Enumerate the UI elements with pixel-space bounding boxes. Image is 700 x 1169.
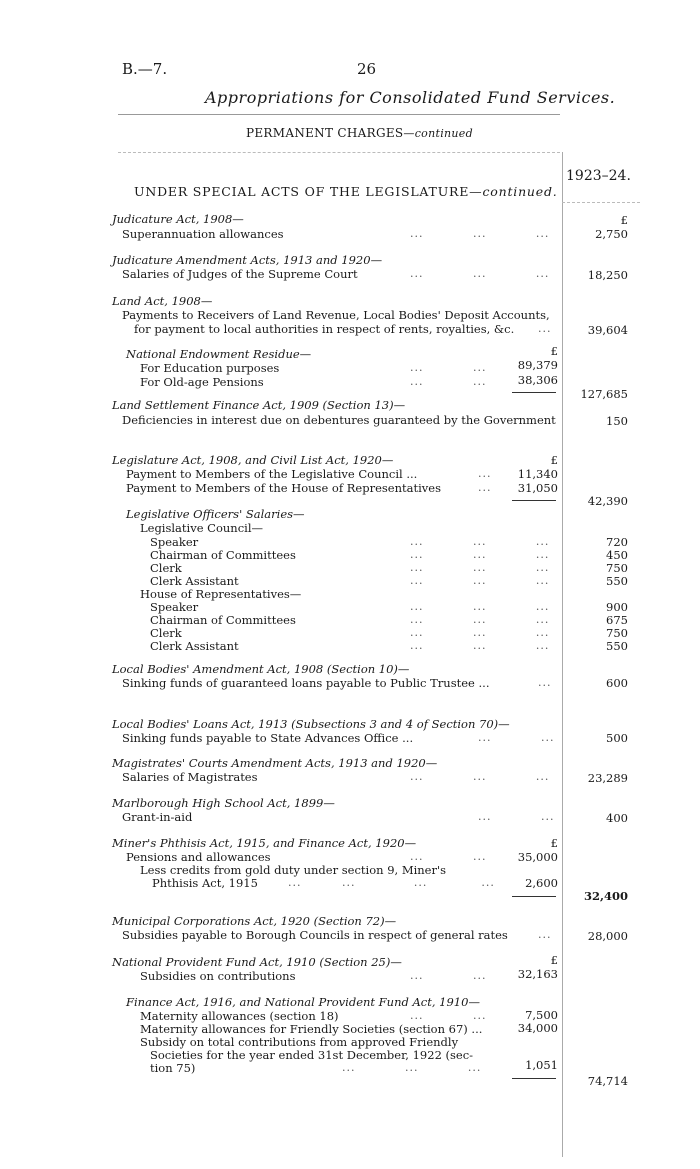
sub-amount: 31,050 <box>517 481 558 495</box>
section-heading <box>134 184 558 199</box>
amount-total: 2,750 <box>595 227 628 241</box>
leader-dots: ... <box>538 322 552 335</box>
item-label-cont: Societies for the year ended 31st December, 1922 (sec- <box>150 1048 474 1062</box>
sum-rule <box>512 500 556 501</box>
amount-total: 400 <box>606 811 628 825</box>
amount-total: 39,604 <box>587 323 628 337</box>
item-label: Sinking funds of guaranteed loans payable to Public Trustee ... <box>122 676 490 690</box>
title-rule <box>118 114 560 115</box>
item-label: Payment to Members of the Legislative Council ... <box>126 467 418 481</box>
officer-label: Speaker <box>150 600 199 614</box>
group-heading: Legislative Council— <box>140 521 264 535</box>
item-label-cont: for payment to local authorities in respect of rents, royalties, &c. <box>134 322 515 336</box>
leader-dots: ... ... ... <box>410 574 550 587</box>
act-title: Judicature Act, 1908— <box>112 212 244 226</box>
officer-amount: 675 <box>606 613 628 627</box>
act-title: Miner's Phthisis Act, 1915, and Finance Act, 1920— <box>112 836 417 850</box>
item-label: Pensions and allowances <box>126 850 271 864</box>
officer-amount: 550 <box>606 639 628 653</box>
leader-dots: ... ... ... ... <box>288 876 495 889</box>
item-label: Superannuation allowances <box>122 227 284 241</box>
act-title: Land Act, 1908— <box>112 294 213 308</box>
sub-amount: 32,163 <box>517 967 558 981</box>
leader-dots: ... ... ... <box>410 613 550 626</box>
leader-dots: ... ... ... <box>410 561 550 574</box>
pound-sign: £ <box>550 953 558 967</box>
sub-amount: 35,000 <box>517 850 558 864</box>
item-label: For Old-age Pensions <box>140 375 264 389</box>
officer-amount: 750 <box>606 561 628 575</box>
pound-sign: £ <box>550 453 558 467</box>
amount-total: 127,685 <box>580 387 628 401</box>
officer-label: Chairman of Committees <box>150 548 296 562</box>
item-label: Subsidies on contributions <box>140 969 296 983</box>
act-title: Local Bodies' Loans Act, 1913 (Subsections 3 and 4 of Section 70)— <box>112 717 510 731</box>
officer-label: Chairman of Committees <box>150 613 296 627</box>
sub-amount: 89,379 <box>517 358 558 372</box>
act-title: Local Bodies' Amendment Act, 1908 (Section 10)— <box>112 662 410 676</box>
officer-amount: 900 <box>606 600 628 614</box>
item-label-cont: tion 75) <box>150 1061 196 1075</box>
officer-amount: 450 <box>606 548 628 562</box>
leader-dots: ... <box>478 467 492 480</box>
leader-dots: ... ... <box>410 375 487 388</box>
leader-dots: ... ... <box>410 969 487 982</box>
pound-sign: £ <box>550 836 558 850</box>
item-label: Payments to Receivers of Land Revenue, Local Bodies' Deposit Accounts, <box>122 308 550 322</box>
section-text: UNDER SPECIAL ACTS OF THE LEGISLATURE <box>134 184 470 199</box>
leader-dots: ... ... <box>478 810 555 823</box>
item-label: For Education purposes <box>140 361 280 375</box>
act-title: Judicature Amendment Acts, 1913 and 1920— <box>112 253 383 267</box>
amount-total: 42,390 <box>587 494 628 508</box>
amount-total: 23,289 <box>587 771 628 785</box>
column-divider <box>562 152 563 1157</box>
act-title: Magistrates' Courts Amendment Acts, 1913 and 1920— <box>112 756 438 770</box>
subtitle-text: PERMANENT CHARGES <box>246 126 404 140</box>
item-label: Payment to Members of the House of Representatives <box>126 481 441 495</box>
amount-total: 74,714 <box>587 1074 628 1088</box>
leader-dots: ... ... ... <box>410 639 550 652</box>
amount-total: 150 <box>606 414 628 428</box>
year-heading: 1923–24. <box>566 168 631 184</box>
sub-amount: 7,500 <box>525 1008 558 1022</box>
sub-heading: Legislative Officers' Salaries— <box>126 507 305 521</box>
item-label: Salaries of Judges of the Supreme Court <box>122 267 358 281</box>
leader-dots: ... ... ... <box>410 600 550 613</box>
leader-dots: ... ... <box>410 361 487 374</box>
sub-heading: National Endowment Residue— <box>126 347 312 361</box>
item-label: Less credits from gold duty under section 9, Miner's <box>140 863 447 877</box>
officer-label: Clerk <box>150 626 182 640</box>
sum-rule <box>512 392 556 393</box>
officer-amount: 750 <box>606 626 628 640</box>
amount-total: 32,400 <box>583 889 628 903</box>
leader-dots: ... ... ... <box>342 1061 482 1074</box>
sub-amount: 2,600 <box>525 876 558 890</box>
subtitle-continued: —continued <box>403 127 473 140</box>
item-label: Maternity allowances (section 18) <box>140 1009 339 1023</box>
section-continued: —continued. <box>469 184 558 199</box>
leader-dots: ... ... ... <box>410 227 550 240</box>
item-label: Salaries of Magistrates <box>122 770 258 784</box>
item-label-cont: Phthisis Act, 1915 <box>152 876 258 890</box>
sub-amount: 1,051 <box>525 1058 558 1072</box>
item-label: Maternity allowances for Friendly Societies (section 67) ... <box>140 1022 483 1036</box>
sum-rule <box>512 1078 556 1079</box>
leader-dots: ... ... ... <box>410 548 550 561</box>
sub-amount: 11,340 <box>517 467 558 481</box>
sub-amount: 34,000 <box>517 1021 558 1035</box>
officer-label: Clerk Assistant <box>150 574 239 588</box>
act-title: Finance Act, 1916, and National Provident Fund Act, 1910— <box>126 995 480 1009</box>
group-heading: House of Representatives— <box>140 587 302 601</box>
leader-dots: ... <box>538 676 552 689</box>
act-title: Land Settlement Finance Act, 1909 (Section 13)— <box>112 398 406 412</box>
page-title: Appropriations for Consolidated Fund Services. <box>205 88 616 107</box>
leader-dots: ... ... <box>478 731 555 744</box>
item-label: Subsidies payable to Borough Councils in respect of general rates <box>122 928 508 942</box>
pound-sign: £ <box>620 213 628 227</box>
officer-amount: 550 <box>606 574 628 588</box>
item-label: Grant-in-aid <box>122 810 193 824</box>
act-title: National Provident Fund Act, 1910 (Section 25)— <box>112 955 402 969</box>
subtitle-rule <box>118 152 560 153</box>
report-code: B.—7. <box>122 60 168 78</box>
item-label: Sinking funds payable to State Advances Office ... <box>122 731 414 745</box>
officer-amount: 720 <box>606 535 628 549</box>
officer-label: Clerk Assistant <box>150 639 239 653</box>
section-subtitle <box>246 126 473 140</box>
leader-dots: ... ... ... <box>410 535 550 548</box>
amount-total: 28,000 <box>587 929 628 943</box>
leader-dots: ... ... ... <box>410 770 550 783</box>
amount-total: 600 <box>606 676 628 690</box>
leader-dots: ... ... <box>410 850 487 863</box>
leader-dots: ... ... ... <box>410 626 550 639</box>
officer-label: Speaker <box>150 535 199 549</box>
amount-total: 18,250 <box>587 268 628 282</box>
act-title: Legislature Act, 1908, and Civil List Act, 1920— <box>112 453 394 467</box>
amount-total: 500 <box>606 731 628 745</box>
sub-amount: 38,306 <box>517 373 558 387</box>
officer-label: Clerk <box>150 561 182 575</box>
sum-rule <box>512 896 556 897</box>
leader-dots: ... <box>538 928 552 941</box>
pound-sign: £ <box>550 344 558 358</box>
item-label: Deficiencies in interest due on debentures guaranteed by the Government <box>122 413 556 427</box>
page-number: 26 <box>357 60 377 78</box>
year-rule <box>562 202 640 203</box>
leader-dots: ... ... ... <box>410 267 550 280</box>
item-label: Subsidy on total contributions from approved Friendly <box>140 1035 459 1049</box>
act-title: Municipal Corporations Act, 1920 (Section 72)— <box>112 914 397 928</box>
leader-dots: ... <box>478 481 492 494</box>
leader-dots: ... ... <box>410 1009 487 1022</box>
act-title: Marlborough High School Act, 1899— <box>112 796 335 810</box>
